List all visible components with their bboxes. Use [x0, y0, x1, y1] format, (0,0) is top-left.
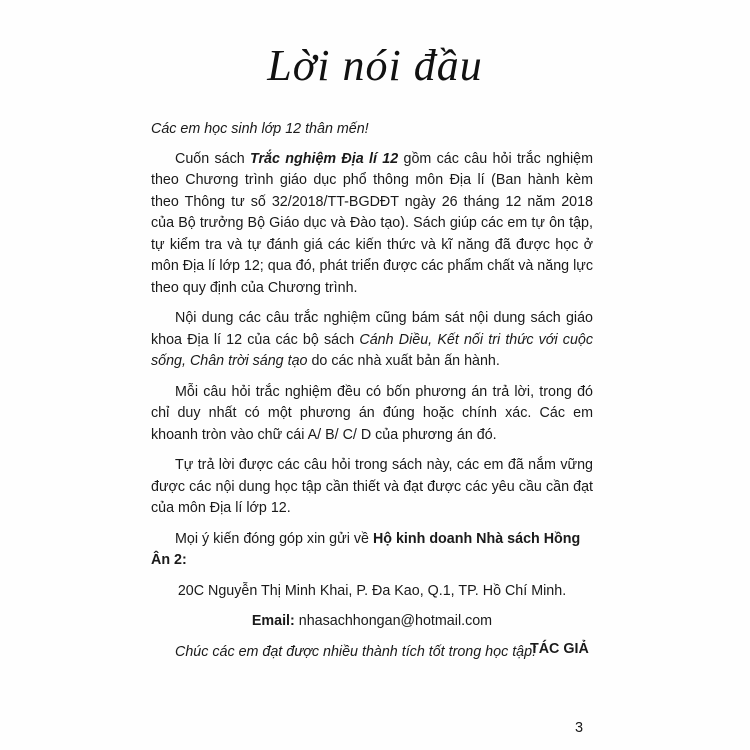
page-number: 3: [575, 720, 584, 736]
author-signature: TÁC GIẢ: [530, 641, 589, 657]
paragraph-2-start: Nội dung các câu trắc nghiệm cũng bám sát nội dung sách giáo khoa Địa lí 12 của các bộ sách: [151, 310, 593, 348]
paragraph-1: [151, 149, 593, 300]
contact-intro-text: Mọi ý kiến đóng góp xin gửi về: [175, 530, 373, 547]
paragraph-4: Tự trả lời được các câu hỏi trong sách này, các em đã nắm vững được các nội dung học tập cần thiết và đạt được các yêu cầu cần đạt của môn Địa lí lớp 12.: [151, 457, 593, 516]
email-label: Email:: [251, 613, 295, 629]
contact-address: 20C Nguyễn Thị Minh Khai, P. Đa Kao, Q.1, TP. Hồ Chí Minh.: [177, 582, 567, 599]
book-title: Trắc nghiệm Địa lí 12: [250, 150, 399, 167]
paragraph-1-rest: gồm các câu hỏi trắc nghiệm theo Chương trình giáo dục phổ thông môn Địa lí (Ban hành kèm theo Thông tư số 32/2018/TT-BGDĐT ngày 26 tháng 12 năm 2018 của Bộ trưởng Bộ Giáo dục và Đào tạo). Sách giúp các em tự ôn tập, tự kiểm tra và tự đánh giá các kiến thức và kĩ năng đã được học ở môn Địa lí lớp 12; qua đó, phát triển được các phẩm chất và năng lực theo quy định của Chương trình.: [151, 150, 593, 296]
contact-intro: [151, 529, 593, 572]
book-series-names: Cánh Diều, Kết nối tri thức với cuộc sống, Chân trời sáng tạo: [151, 331, 594, 369]
paragraph-2-rest: do các nhà xuất bản ấn hành.: [307, 353, 500, 369]
contact-organization: Hộ kinh doanh Nhà sách Hồng Ân 2:: [151, 530, 581, 568]
contact-email-line: [151, 611, 593, 633]
closing-wish: Chúc các em đạt được nhiều thành tích tốt trong học tập!: [175, 643, 537, 660]
paragraph-3: Mỗi câu hỏi trắc nghiệm đều có bốn phương án trả lời, trong đó chỉ duy nhất có một phương án đúng hoặc chính xác. Các em khoanh tròn vào chữ cái A/ B/ C/ D của phương án đó.: [151, 383, 593, 443]
email-address: nhasachhongan@hotmail.com: [294, 613, 493, 629]
preface-body: [151, 119, 593, 663]
paragraph-1-start: Cuốn sách: [175, 150, 251, 167]
page-title: Lời nói đầu: [267, 41, 483, 90]
paragraph-2: [151, 308, 593, 373]
greeting: Các em học sinh lớp 12 thân mến!: [151, 121, 369, 137]
